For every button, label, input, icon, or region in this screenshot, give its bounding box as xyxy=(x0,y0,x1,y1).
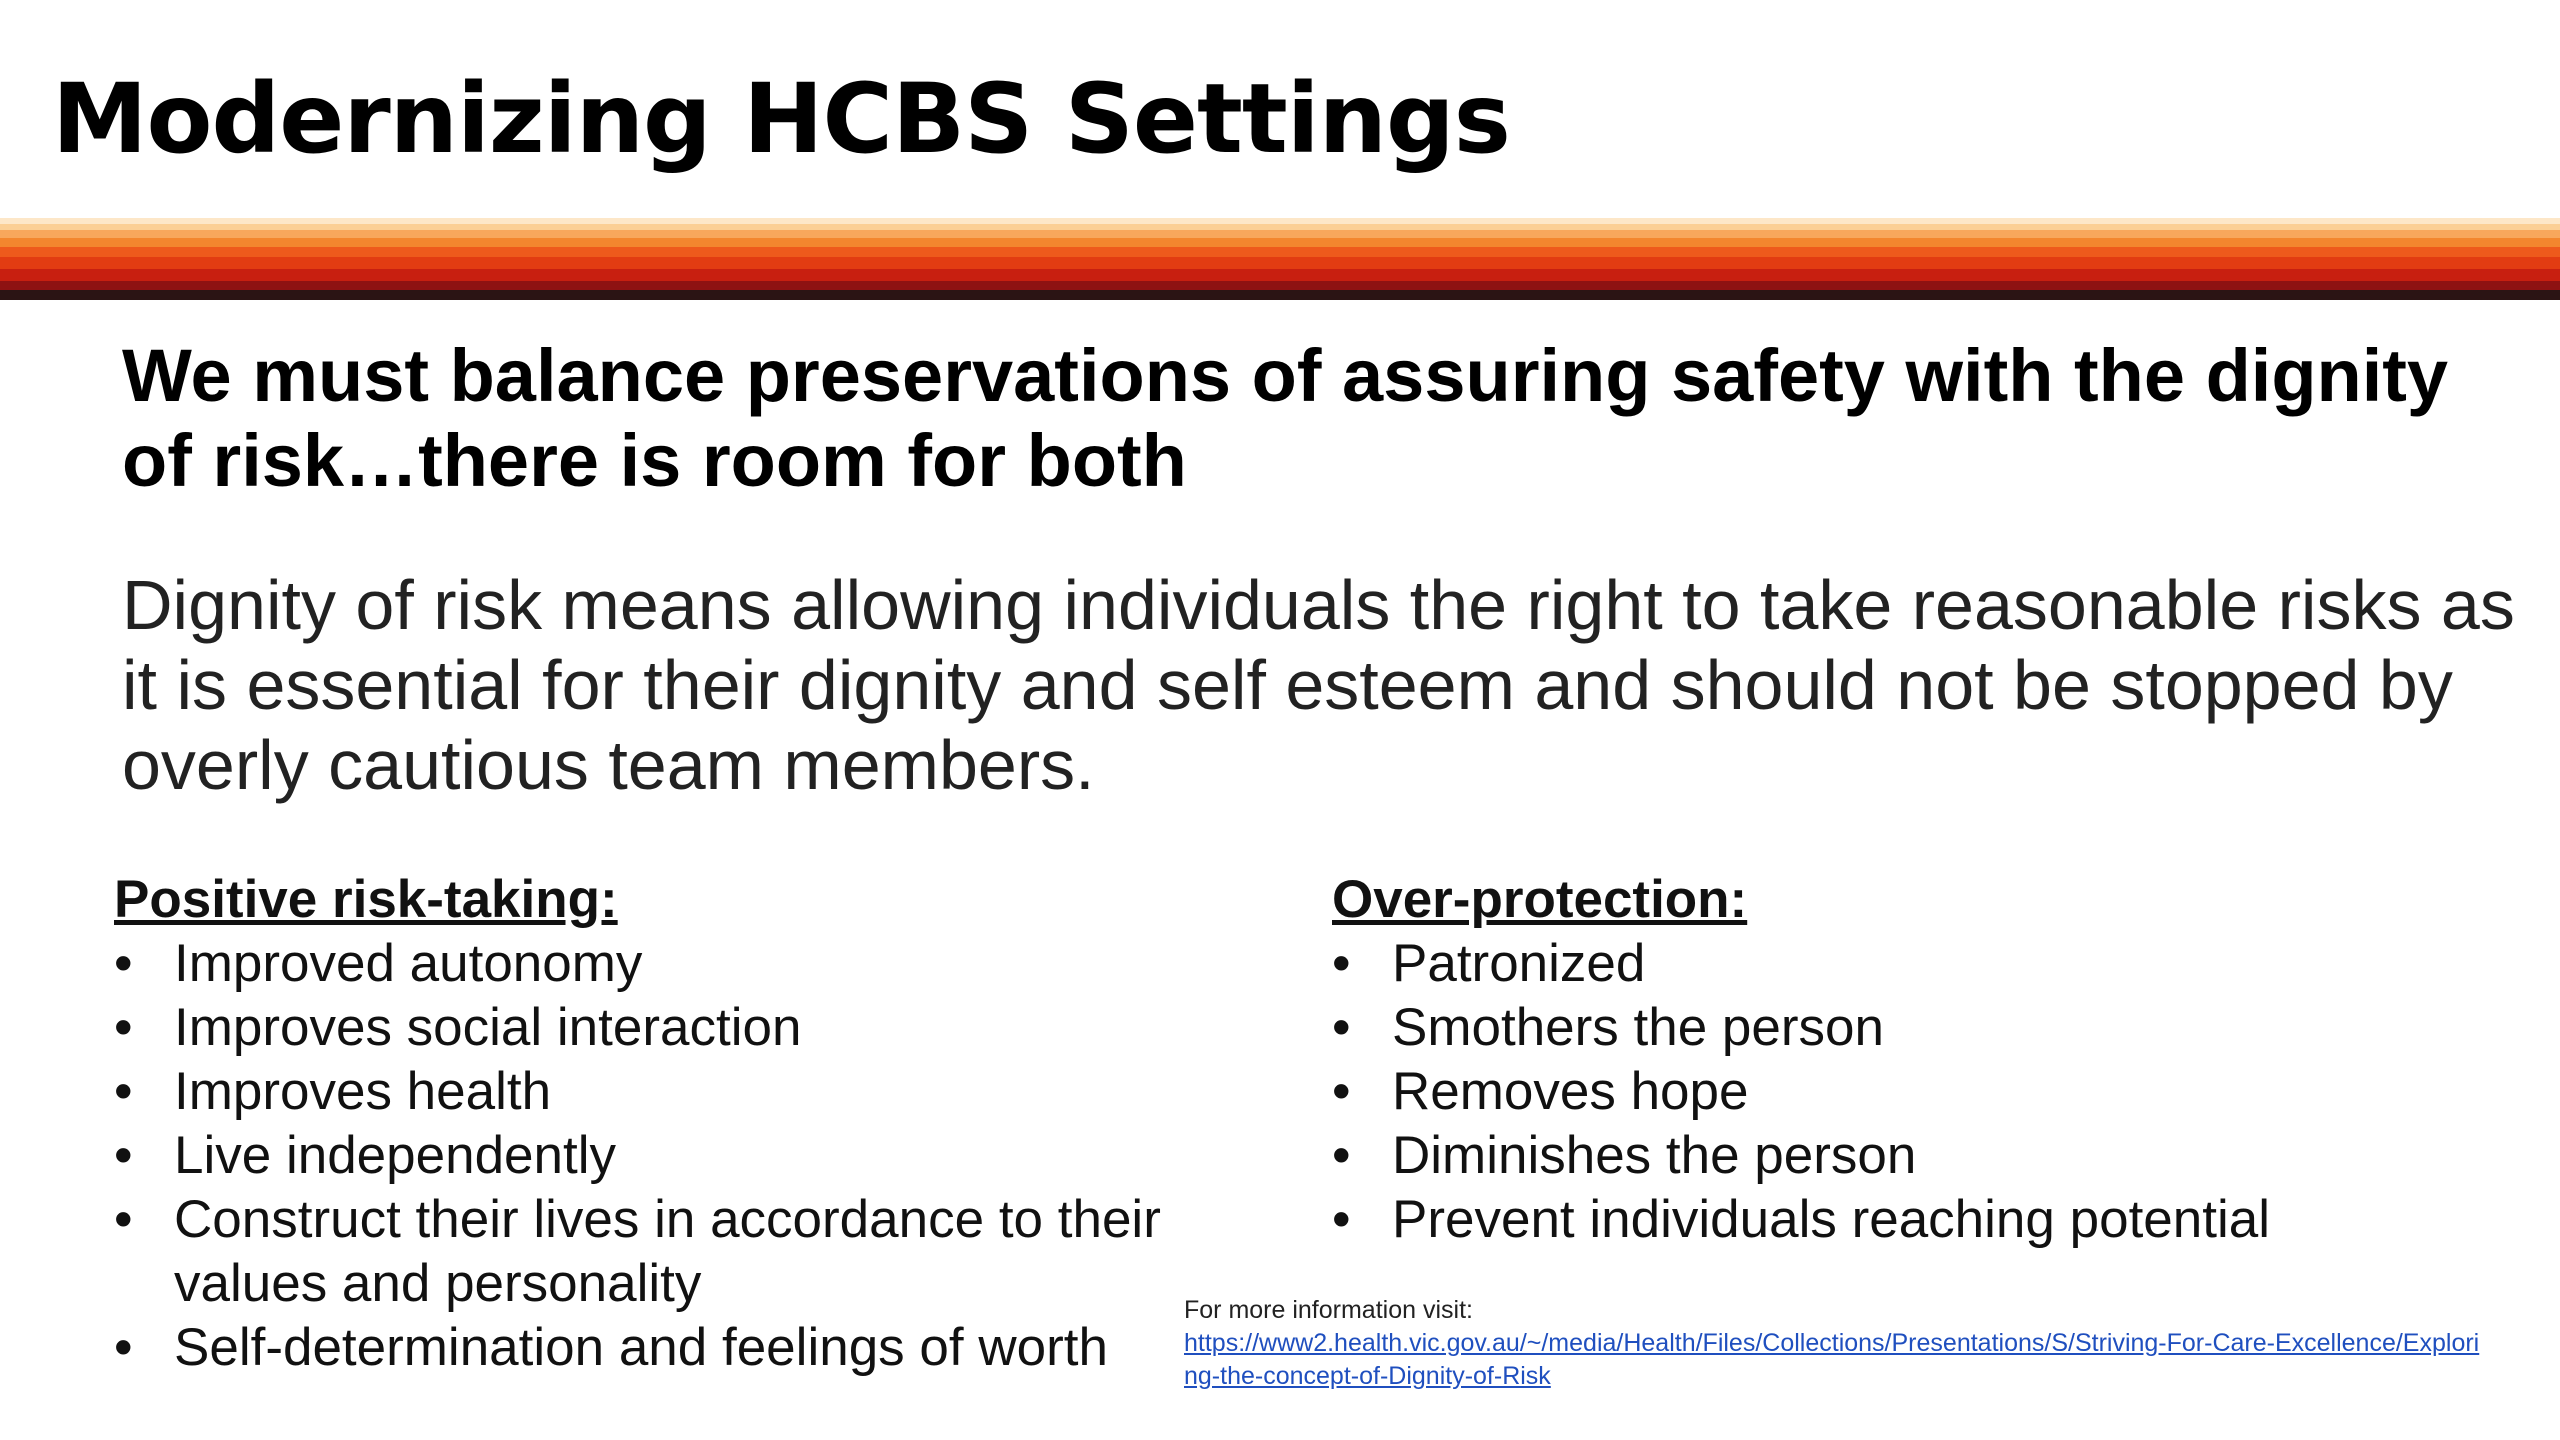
over-protection-column xyxy=(1332,868,2412,1252)
dignity-of-risk-definition: Dignity of risk means allowing individuals the right to take reasonable risks as it is essential for their dignity and self esteem and should not be stopped by overly cautious team members. xyxy=(122,566,2515,804)
list-item xyxy=(114,1124,1194,1188)
list-item-text: Construct their lives in accordance to their values and personality xyxy=(174,1190,1161,1313)
bullet-icon: • xyxy=(1332,1126,1351,1185)
bullet-icon: • xyxy=(114,1190,133,1249)
positive-risk-taking-column xyxy=(114,868,1194,1380)
list-item-text: Improved autonomy xyxy=(174,934,643,993)
list-item-text: Diminishes the person xyxy=(1392,1126,1917,1185)
list-item-text: Smothers the person xyxy=(1392,998,1884,1057)
over-protection-heading: Over-protection: xyxy=(1332,870,1748,929)
positive-risk-taking-list xyxy=(114,932,1194,1380)
list-item xyxy=(114,1316,1194,1380)
list-item-text: Patronized xyxy=(1392,934,1646,993)
more-info-note xyxy=(1184,1294,2484,1393)
bullet-icon: • xyxy=(114,1318,133,1377)
list-item-text: Improves social interaction xyxy=(174,998,802,1057)
bullet-icon: • xyxy=(1332,998,1351,1057)
list-item xyxy=(114,1060,1194,1124)
list-item xyxy=(114,1188,1194,1316)
headline: We must balance preservations of assuring safety with the dignity of risk…there is room for both xyxy=(122,334,2449,502)
bullet-icon: • xyxy=(114,998,133,1057)
bullet-icon: • xyxy=(1332,934,1351,993)
list-item xyxy=(114,932,1194,996)
stripe-line xyxy=(0,290,2560,300)
bullet-icon: • xyxy=(1332,1062,1351,1121)
more-info-link[interactable]: https://www2.health.vic.gov.au/~/media/Health/Files/Collections/Presentations/S/Striving-For-Care-Excellence/Exploring-the-concept-of-Dignity-of-Risk xyxy=(1184,1329,2480,1390)
list-item-text: Prevent individuals reaching potential xyxy=(1392,1190,2270,1249)
bullet-icon: • xyxy=(114,1126,133,1185)
bullet-icon: • xyxy=(114,934,133,993)
list-item-text: Live independently xyxy=(174,1126,617,1185)
more-info-label: For more information visit: xyxy=(1184,1296,1473,1324)
list-item xyxy=(1332,932,2412,996)
list-item-text: Removes hope xyxy=(1392,1062,1749,1121)
stripe-line xyxy=(0,247,2560,257)
positive-risk-taking-heading: Positive risk-taking: xyxy=(114,870,618,929)
stripe-line xyxy=(0,230,2560,238)
list-item xyxy=(114,996,1194,1060)
stripe-line xyxy=(0,238,2560,247)
list-item-text: Self-determination and feelings of worth xyxy=(174,1318,1108,1377)
bullet-icon: • xyxy=(1332,1190,1351,1249)
slide-title: Modernizing HCBS Settings xyxy=(52,63,1510,175)
decorative-gradient-stripe xyxy=(0,218,2560,300)
list-item xyxy=(1332,1188,2412,1252)
stripe-line xyxy=(0,281,2560,290)
list-item xyxy=(1332,1124,2412,1188)
list-item xyxy=(1332,996,2412,1060)
list-item xyxy=(1332,1060,2412,1124)
bullet-icon: • xyxy=(114,1062,133,1121)
list-item-text: Improves health xyxy=(174,1062,552,1121)
stripe-line xyxy=(0,269,2560,281)
stripe-line xyxy=(0,257,2560,269)
over-protection-list xyxy=(1332,932,2412,1252)
